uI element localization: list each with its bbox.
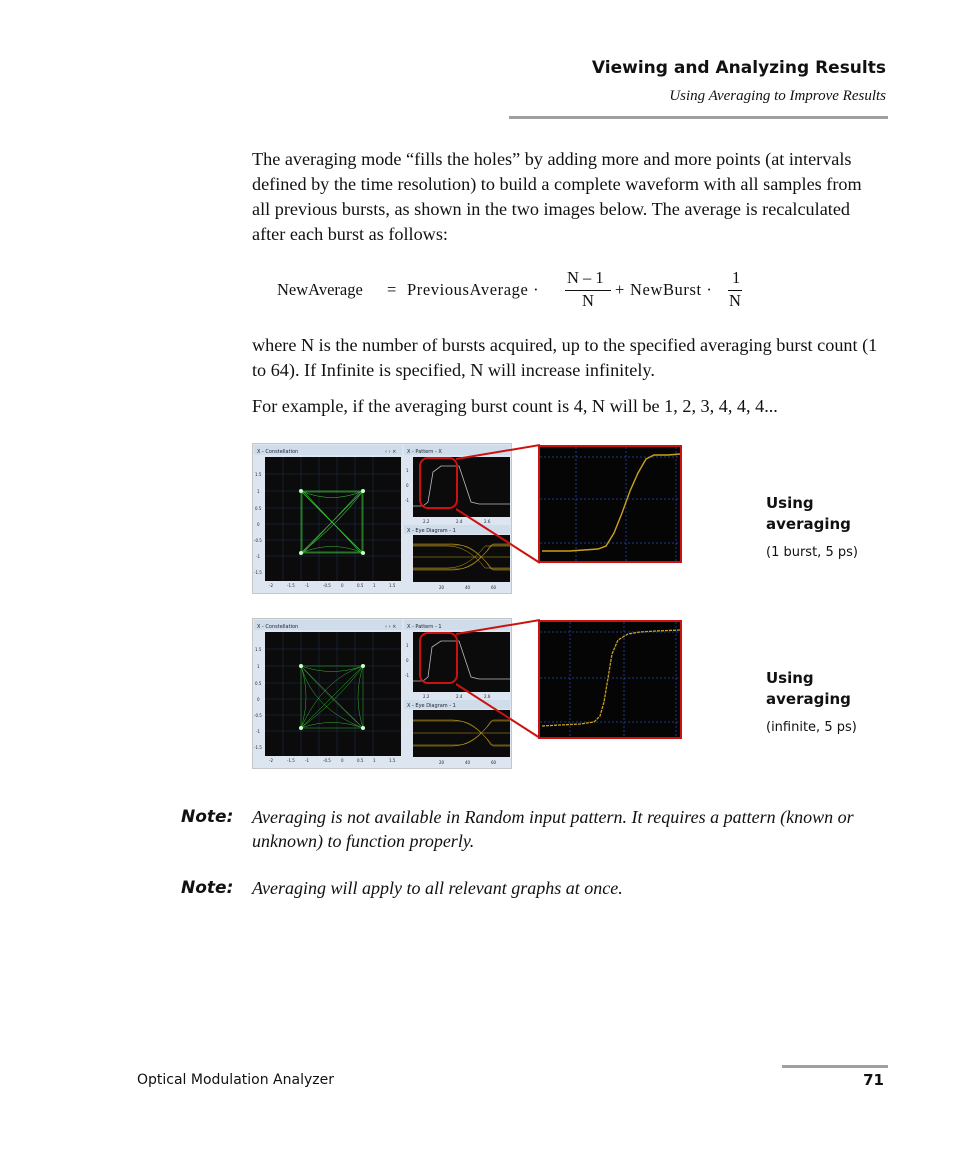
svg-text:-0.5: -0.5	[323, 583, 331, 588]
svg-text:-1: -1	[305, 758, 309, 763]
svg-text:1: 1	[373, 583, 376, 588]
where-paragraph: where N is the number of bursts acquired, up to the specified averaging burst count (1 to 64). If Infinite is specified, N will increase infinitely.	[252, 335, 878, 380]
svg-text:40: 40	[465, 585, 471, 590]
svg-text:0: 0	[341, 583, 344, 588]
svg-text:‹ › ×: ‹ › ×	[385, 449, 397, 455]
eq-equals: =	[387, 280, 397, 299]
pattern-title: X - Pattern - 1	[407, 624, 442, 630]
svg-text:1: 1	[257, 489, 260, 494]
svg-text:0: 0	[341, 758, 344, 763]
intro-paragraph: The averaging mode “fills the holes” by adding more and more points (at intervals defined by the time resolution) to build a complete waveform with all samples from all previous bursts, as shown in the two images below. The average is recalculated after each burst as follows:	[252, 149, 862, 244]
example-paragraph: For example, if the averaging burst count is 4, N will be 1, 2, 3, 4, 4, 4...	[252, 396, 778, 416]
svg-text:20: 20	[439, 585, 445, 590]
footer-product: Optical Modulation Analyzer	[137, 1072, 334, 1088]
eq-plus: +	[615, 280, 625, 299]
zoom-panel-1-burst	[538, 445, 682, 563]
svg-text:20: 20	[439, 760, 445, 765]
svg-text:60: 60	[491, 585, 497, 590]
eq-lhs: NewAverage	[277, 280, 363, 299]
constellation-title: X - Constellation	[257, 449, 299, 455]
caption-title-1: Using averaging	[766, 494, 851, 533]
svg-text:2.4: 2.4	[456, 694, 463, 699]
svg-text:1: 1	[406, 643, 409, 648]
svg-text:-0.5: -0.5	[254, 538, 262, 543]
note-label-2: Note:	[181, 878, 234, 898]
note-label-1: Note:	[181, 807, 234, 827]
eq-frac2-den: N	[729, 291, 741, 310]
svg-text:-1.5: -1.5	[254, 570, 262, 575]
eye-title: X - Eye Diagram - 1	[407, 528, 456, 534]
svg-text:-1.5: -1.5	[287, 758, 295, 763]
svg-text:-1: -1	[305, 583, 309, 588]
header-rule	[509, 116, 888, 119]
footer-rule	[782, 1065, 888, 1068]
svg-text:2.2: 2.2	[423, 519, 430, 524]
svg-text:1.5: 1.5	[255, 472, 262, 477]
svg-text:60: 60	[491, 760, 497, 765]
svg-text:0: 0	[257, 522, 260, 527]
svg-text:-2: -2	[269, 758, 273, 763]
svg-text:1.5: 1.5	[255, 647, 262, 652]
svg-text:-1: -1	[405, 673, 409, 678]
eq-frac1-den: N	[582, 291, 594, 310]
averaging-equation	[277, 270, 757, 314]
page-number: 71	[863, 1071, 884, 1089]
svg-text:1.5: 1.5	[389, 758, 396, 763]
zoom-panel-infinite	[538, 620, 682, 739]
caption-detail-1: (1 burst, 5 ps)	[766, 545, 858, 560]
eq-frac2-num: 1	[732, 268, 741, 287]
note-text-1: Averaging is not available in Random input pattern. It requires a pattern (known or unknown) to function properly.	[252, 807, 854, 851]
svg-text:1: 1	[257, 664, 260, 669]
eye-title: X - Eye Diagram - 1	[407, 703, 456, 709]
svg-text:1.5: 1.5	[389, 583, 396, 588]
svg-text:2.6: 2.6	[484, 519, 491, 524]
svg-text:‹ › ×: ‹ › ×	[385, 624, 397, 630]
svg-text:40: 40	[465, 760, 471, 765]
caption-title-2: Using averaging	[766, 669, 851, 708]
svg-text:0: 0	[406, 483, 409, 488]
zoomed-edge-plot	[540, 447, 680, 561]
pattern-title: X - Pattern - X	[407, 449, 442, 455]
svg-text:0.5: 0.5	[255, 506, 262, 511]
svg-text:-1: -1	[405, 498, 409, 503]
svg-text:2.2: 2.2	[423, 694, 430, 699]
svg-text:0.5: 0.5	[255, 681, 262, 686]
eq-term2: NewBurst ·	[630, 280, 713, 299]
svg-text:0.5: 0.5	[357, 758, 364, 763]
running-header-subtitle: Using Averaging to Improve Results	[669, 88, 886, 104]
svg-text:0.5: 0.5	[357, 583, 364, 588]
running-header-title: Viewing and Analyzing Results	[591, 58, 886, 78]
svg-text:1: 1	[406, 468, 409, 473]
eq-frac1-num: N – 1	[567, 268, 604, 287]
svg-text:-0.5: -0.5	[323, 758, 331, 763]
svg-text:0: 0	[406, 658, 409, 663]
svg-text:2.6: 2.6	[484, 694, 491, 699]
eq-term1: PreviousAverage ·	[407, 280, 540, 299]
svg-text:-0.5: -0.5	[254, 713, 262, 718]
constellation-title: X - Constellation	[257, 624, 299, 630]
svg-text:-1: -1	[256, 729, 260, 734]
note-text-2: Averaging will apply to all relevant graphs at once.	[252, 878, 623, 898]
svg-text:-1.5: -1.5	[287, 583, 295, 588]
svg-text:-1.5: -1.5	[254, 745, 262, 750]
svg-text:0: 0	[257, 697, 260, 702]
svg-text:-1: -1	[256, 554, 260, 559]
svg-text:1: 1	[373, 758, 376, 763]
zoom-callout-lines	[456, 618, 540, 743]
svg-text:2.4: 2.4	[456, 519, 463, 524]
svg-text:-2: -2	[269, 583, 273, 588]
zoomed-edge-plot	[540, 622, 680, 737]
zoom-callout-lines	[456, 443, 540, 568]
caption-detail-2: (infinite, 5 ps)	[766, 720, 857, 735]
